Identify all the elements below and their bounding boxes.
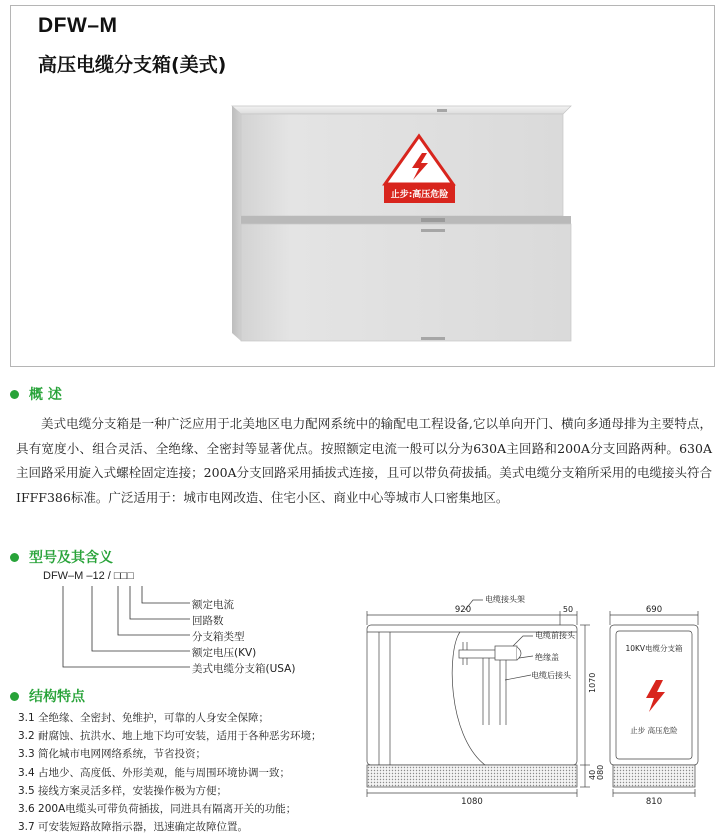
product-title: 高压电缆分支箱(美式) (38, 54, 227, 76)
warning-label: 止步:高压危险 (390, 190, 449, 200)
legend-label-box-type: 分支箱类型 (192, 631, 245, 643)
front-panel-title: 10KV电缆分支箱 (625, 644, 683, 653)
overview-paragraph: 美式电缆分支箱是一种广泛应用于北美地区电力配网系统中的输配电工程设备,它以单向开门、横向多通母排为主要特点，具有宽度小、组合灵活、全绝缘、全密封等显著优点。按照额定电流一般可以分为630A主回路和200A分支回路两种。630A主回路采用旋入式螺栓固定连接；200A分支回路采用插拔式连接，且可以带负荷拔插。美式电缆分支箱所采用的电缆接头符合IFFF386标准。广泛适用于：城市电网改造、住宅小区、商业中心等城市人口密集地区。 (16, 416, 712, 505)
dim-front-bottom: 810 (645, 797, 663, 807)
model-meaning-heading: 型号及其含义 (29, 550, 113, 566)
section-heading-model (10, 547, 113, 567)
feature-item: 3.2 耐腐蚀、抗洪水、地上地下均可安装，适用于各种恶劣环境； (18, 730, 322, 743)
dim-side-top: 920 (454, 605, 472, 615)
callout-front-connector: 电缆前接头 (535, 631, 575, 640)
feature-item: 3.6 200A电缆头可带负荷插拔，同进具有隔离开关的功能； (18, 803, 297, 816)
overview-heading: 概 述 (29, 387, 62, 403)
features-list (18, 709, 322, 836)
feature-item: 3.5 接线方案灵活多样，安装操作极为方便； (18, 784, 228, 797)
section-heading-overview (10, 384, 62, 404)
dim-side-height: 1070 (588, 672, 597, 693)
model-code-string: DFW–M –12 / □□□ (43, 570, 134, 582)
model-code: DFW–M (38, 14, 118, 37)
bullet-icon (10, 692, 19, 701)
feature-item: 3.1 全绝缘、全密封、免维护，可靠的人身安全保障； (18, 712, 270, 724)
callout-insulation-cap: 绝缘盖 (535, 653, 559, 662)
dimension-drawing (355, 580, 717, 835)
legend-label-rated-voltage: 额定电压(KV) (192, 647, 257, 659)
section-heading-features (10, 686, 85, 706)
handle-upper (421, 218, 445, 222)
dim-front-top: 690 (645, 605, 663, 615)
callout-rear-connector: 电缆后接头 (531, 671, 571, 680)
product-hero (10, 5, 715, 367)
bullet-icon (10, 553, 19, 562)
overview-text-block (16, 412, 712, 510)
legend-label-rated-current: 额定电流 (192, 599, 234, 611)
dim-side-bottom: 1080 (461, 797, 483, 807)
features-heading: 结构特点 (29, 689, 85, 705)
feature-item: 3.7 可安装短路故障指示器，迅速确定故障位置。 (18, 821, 249, 834)
dim-base-2: 080 (596, 764, 605, 780)
feature-item: 3.3 简化城市电网网络系统，节省投资； (18, 748, 207, 761)
bullet-icon (10, 390, 19, 399)
dim-base-1: 40 (588, 769, 597, 780)
lightning-bolt-icon (646, 680, 665, 712)
callout-cable-rack: 电缆接头架 (485, 595, 525, 604)
model-code-legend (0, 570, 320, 680)
legend-label-usa-box: 美式电缆分支箱(USA) (192, 663, 296, 675)
feature-item: 3.4 占地少、高度低、外形美观，能与周围环境协调一致； (18, 766, 291, 779)
front-panel-warning: 止步 高压危险 (630, 726, 678, 735)
dim-side-right: 50 (562, 605, 574, 614)
legend-label-circuits: 回路数 (192, 615, 224, 627)
